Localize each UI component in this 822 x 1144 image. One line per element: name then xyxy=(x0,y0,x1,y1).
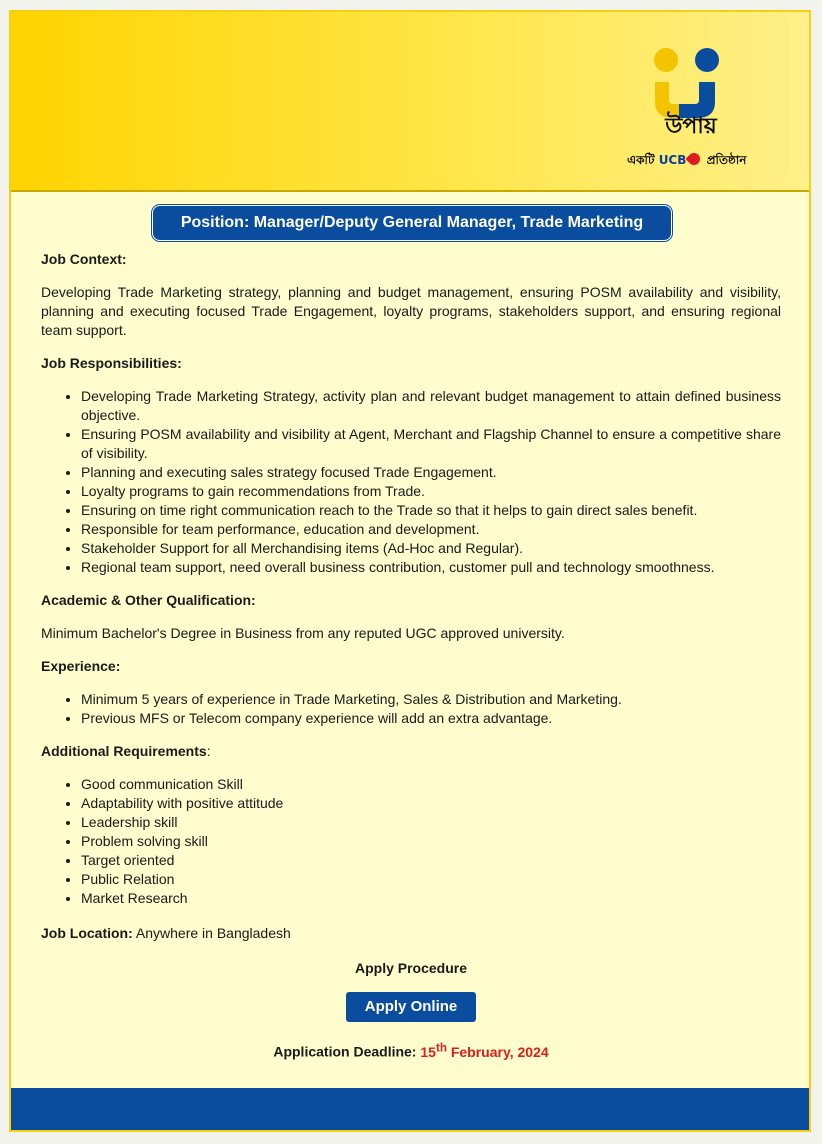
ucb-tagline xyxy=(627,152,746,172)
job-location-value: Anywhere in Bangladesh xyxy=(135,925,291,941)
additional-heading-colon: : xyxy=(206,743,211,759)
list-item: • Public Relation xyxy=(81,870,781,889)
list-item: • Leadership skill xyxy=(81,813,781,832)
list-item: • Target oriented xyxy=(81,851,781,870)
application-deadline xyxy=(41,1038,781,1062)
list-item: • Good communication Skill xyxy=(81,775,781,794)
position-title: Position: Manager/Deputy General Manager, Trade Marketing xyxy=(152,205,672,241)
apply-procedure: Apply Procedure xyxy=(354,960,468,976)
qualification-heading: Academic & Other Qualification: xyxy=(41,592,256,608)
list-item: • Market Research xyxy=(81,889,781,908)
list-item: • Regional team support, need overall business contribution, customer pull and technology smoothness. xyxy=(81,558,781,577)
ucb-pill-icon xyxy=(686,151,703,168)
job-post-card xyxy=(9,10,811,1132)
list-item: • Responsible for team performance, education and development. xyxy=(81,520,781,539)
list-item: • Minimum 5 years of experience in Trade Marketing, Sales & Distribution and Marketing. xyxy=(81,690,781,709)
list-item: • Loyalty programs to gain recommendations from Trade. xyxy=(81,482,781,501)
logo-wordmark: উপায় xyxy=(665,114,717,139)
deadline-month-year: February, 2024 xyxy=(450,1043,549,1060)
tagline-suffix: প্রতিষ্ঠান xyxy=(706,153,747,167)
deadline-label: Application Deadline: xyxy=(273,1043,417,1060)
header-banner xyxy=(11,12,809,192)
list-item: • Developing Trade Marketing Strategy, activity plan and relevant budget management to attain defined business objective. xyxy=(81,387,781,425)
responsibilities-list xyxy=(41,387,781,577)
footer-bar xyxy=(11,1088,809,1132)
list-item: • Problem solving skill xyxy=(81,832,781,851)
qualification-text: Minimum Bachelor's Degree in Business from any reputed UGC approved university. xyxy=(41,625,565,641)
list-item: • Planning and executing sales strategy focused Trade Engagement. xyxy=(81,463,781,482)
job-location-label: Job Location: xyxy=(41,925,133,941)
ucb-label: UCB xyxy=(658,153,687,167)
list-item: • Ensuring POSM availability and visibility at Agent, Merchant and Flagship Channel to ensure a competitive share of visibility. xyxy=(81,425,781,463)
tagline-prefix: একটি xyxy=(627,153,655,167)
list-item: • Stakeholder Support for all Merchandising items (Ad-Hoc and Regular). xyxy=(81,539,781,558)
deadline-date xyxy=(420,1041,549,1060)
list-item: • Ensuring on time right communication reach to the Trade so that it helps to gain direct sales benefit. xyxy=(81,501,781,520)
job-content xyxy=(41,250,781,1076)
list-item: • Adaptability with positive attitude xyxy=(81,794,781,813)
additional-heading-label: Additional Requirements xyxy=(41,743,207,759)
additional-heading xyxy=(41,742,781,761)
responsibilities-heading: Job Responsibilities: xyxy=(41,355,182,371)
job-location xyxy=(41,924,781,943)
deadline-day: 15 xyxy=(420,1043,436,1060)
apply-button-wrap xyxy=(41,992,781,1022)
job-context-heading: Job Context: xyxy=(41,251,127,267)
apply-online-button[interactable]: Apply Online xyxy=(346,992,476,1022)
experience-list xyxy=(41,690,781,728)
deadline-suffix: th xyxy=(435,1041,447,1054)
experience-heading: Experience: xyxy=(41,658,121,674)
job-context-text: Developing Trade Marketing strategy, planning and budget management, ensuring POSM availability and visibility, planning and executing focused Trade Engagement, loyalty programs, stakeholders support, and ensuring regional team support. xyxy=(41,284,781,338)
additional-list xyxy=(41,775,781,908)
list-item: • Previous MFS or Telecom company experience will add an extra advantage. xyxy=(81,709,781,728)
